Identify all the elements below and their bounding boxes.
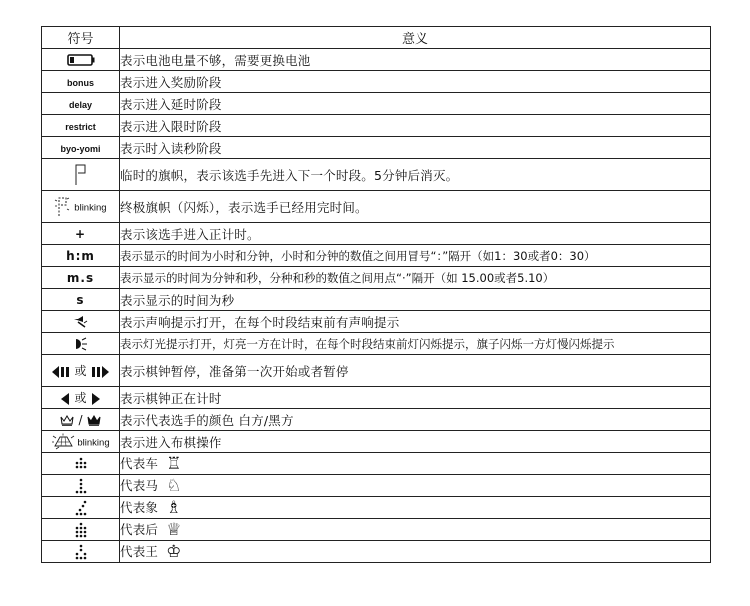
table-row — [42, 519, 711, 541]
meaning-cell: 表示进入延时阶段 — [120, 93, 711, 115]
table-row — [42, 409, 711, 431]
meaning-cell — [120, 541, 711, 563]
rook-dots-icon — [74, 457, 88, 471]
ms-label: m.s — [66, 270, 95, 285]
king-label: 代表王 — [120, 544, 159, 559]
table-row — [42, 289, 711, 311]
meaning-cell: 表示进入奖励阶段 — [120, 71, 711, 93]
table-row — [42, 137, 711, 159]
battery-low-icon — [67, 54, 95, 66]
bishop-icon: ♗ — [166, 498, 182, 518]
black-crown-icon — [86, 414, 102, 426]
queen-label: 代表后 — [120, 522, 159, 537]
final-flag-blinking-icon — [54, 196, 70, 218]
meaning-cell: 表示代表选手的颜色 白方/黑方 — [120, 409, 711, 431]
meaning-cell: 表示灯光提示打开，灯亮一方在计时，在每个时段结束前灯闪烁提示，旗子闪烁一方灯慢闪烁提示 — [120, 333, 711, 355]
table-row — [42, 333, 711, 355]
meaning-cell: 表示棋钟正在计时 — [120, 387, 711, 409]
restrict-label: restrict — [65, 121, 96, 132]
meaning-cell: 表示棋钟暂停，准备第一次开始或者暂停 — [120, 355, 711, 387]
queen-icon: ♕ — [166, 520, 182, 540]
bonus-label: bonus — [67, 77, 94, 88]
pause-right-icon — [90, 365, 110, 379]
meaning-cell — [120, 497, 711, 519]
header-meaning: 意义 — [120, 27, 711, 49]
meaning-cell: 表示时入读秒阶段 — [120, 137, 711, 159]
table-row — [42, 245, 711, 267]
table-row — [42, 387, 711, 409]
arrow-left-icon — [59, 392, 71, 406]
hm-label: h:m — [66, 248, 95, 263]
meaning-cell: 表示显示的时间为秒 — [120, 289, 711, 311]
or-label: 或 — [74, 391, 87, 405]
meaning-cell: 临时的旗帜，表示该选手先进入下一个时段。5分钟后消灭。 — [120, 159, 711, 191]
header-symbol: 符号 — [42, 27, 120, 49]
table-row — [42, 497, 711, 519]
symbol-cell — [42, 49, 120, 71]
temporary-flag-icon — [74, 164, 88, 186]
rook-icon: ♖ — [166, 454, 182, 474]
pause-left-icon — [51, 365, 71, 379]
table-row — [42, 267, 711, 289]
table-row — [42, 453, 711, 475]
king-dots-icon — [74, 544, 88, 560]
meaning-cell — [120, 475, 711, 497]
or-label: 或 — [74, 364, 87, 378]
meaning-cell: 表示声响提示打开，在每个时段结束前有声响提示 — [120, 311, 711, 333]
meaning-cell: 表示进入限时阶段 — [120, 115, 711, 137]
knight-icon: ♘ — [166, 476, 182, 496]
meaning-cell: 表示显示的时间为小时和分钟，小时和分钟的数值之间用冒号“：”隔开（如1：30或者0：30） — [120, 245, 711, 267]
table-row — [42, 355, 711, 387]
meaning-cell: 表示该选手进入正计时。 — [120, 223, 711, 245]
table-row — [42, 541, 711, 563]
meaning-cell: 表示进入布棋操作 — [120, 431, 711, 453]
table-header-row — [42, 27, 711, 49]
meaning-cell: 表示显示的时间为分钟和秒，分种和秒的数值之间用点“·”隔开（如 15.00或者5.10） — [120, 267, 711, 289]
setup-blinking-icon — [51, 433, 77, 451]
table-row — [42, 159, 711, 191]
blinking-label: blinking — [77, 437, 110, 448]
table-row — [42, 49, 711, 71]
bishop-dots-icon — [74, 500, 88, 516]
table-row — [42, 115, 711, 137]
arrow-right-icon — [90, 392, 102, 406]
knight-dots-icon — [74, 478, 88, 494]
delay-label: delay — [68, 99, 92, 110]
table-row — [42, 93, 711, 115]
symbol-legend-table — [41, 26, 711, 563]
table-row — [42, 431, 711, 453]
table-row — [42, 71, 711, 93]
table-row — [42, 311, 711, 333]
knight-label: 代表马 — [120, 478, 159, 493]
white-crown-icon — [59, 414, 75, 426]
s-label: s — [76, 292, 85, 307]
table-row — [42, 191, 711, 223]
rook-label: 代表车 — [120, 456, 159, 471]
table-row — [42, 223, 711, 245]
bishop-label: 代表象 — [120, 500, 159, 515]
meaning-cell — [120, 453, 711, 475]
byo-yomi-label: byo-yomi — [60, 143, 101, 154]
queen-dots-icon — [74, 522, 88, 538]
speaker-icon — [73, 315, 89, 329]
meaning-cell: 表示电池电量不够，需要更换电池 — [120, 49, 711, 71]
table-row — [42, 475, 711, 497]
blinking-label: blinking — [74, 202, 107, 213]
slash-label: / — [78, 412, 83, 427]
plus-label: + — [74, 226, 87, 241]
meaning-cell: 终极旗帜（闪烁），表示选手已经用完时间。 — [120, 191, 711, 223]
meaning-cell — [120, 519, 711, 541]
king-icon: ♔ — [166, 542, 182, 562]
light-icon — [73, 336, 89, 352]
